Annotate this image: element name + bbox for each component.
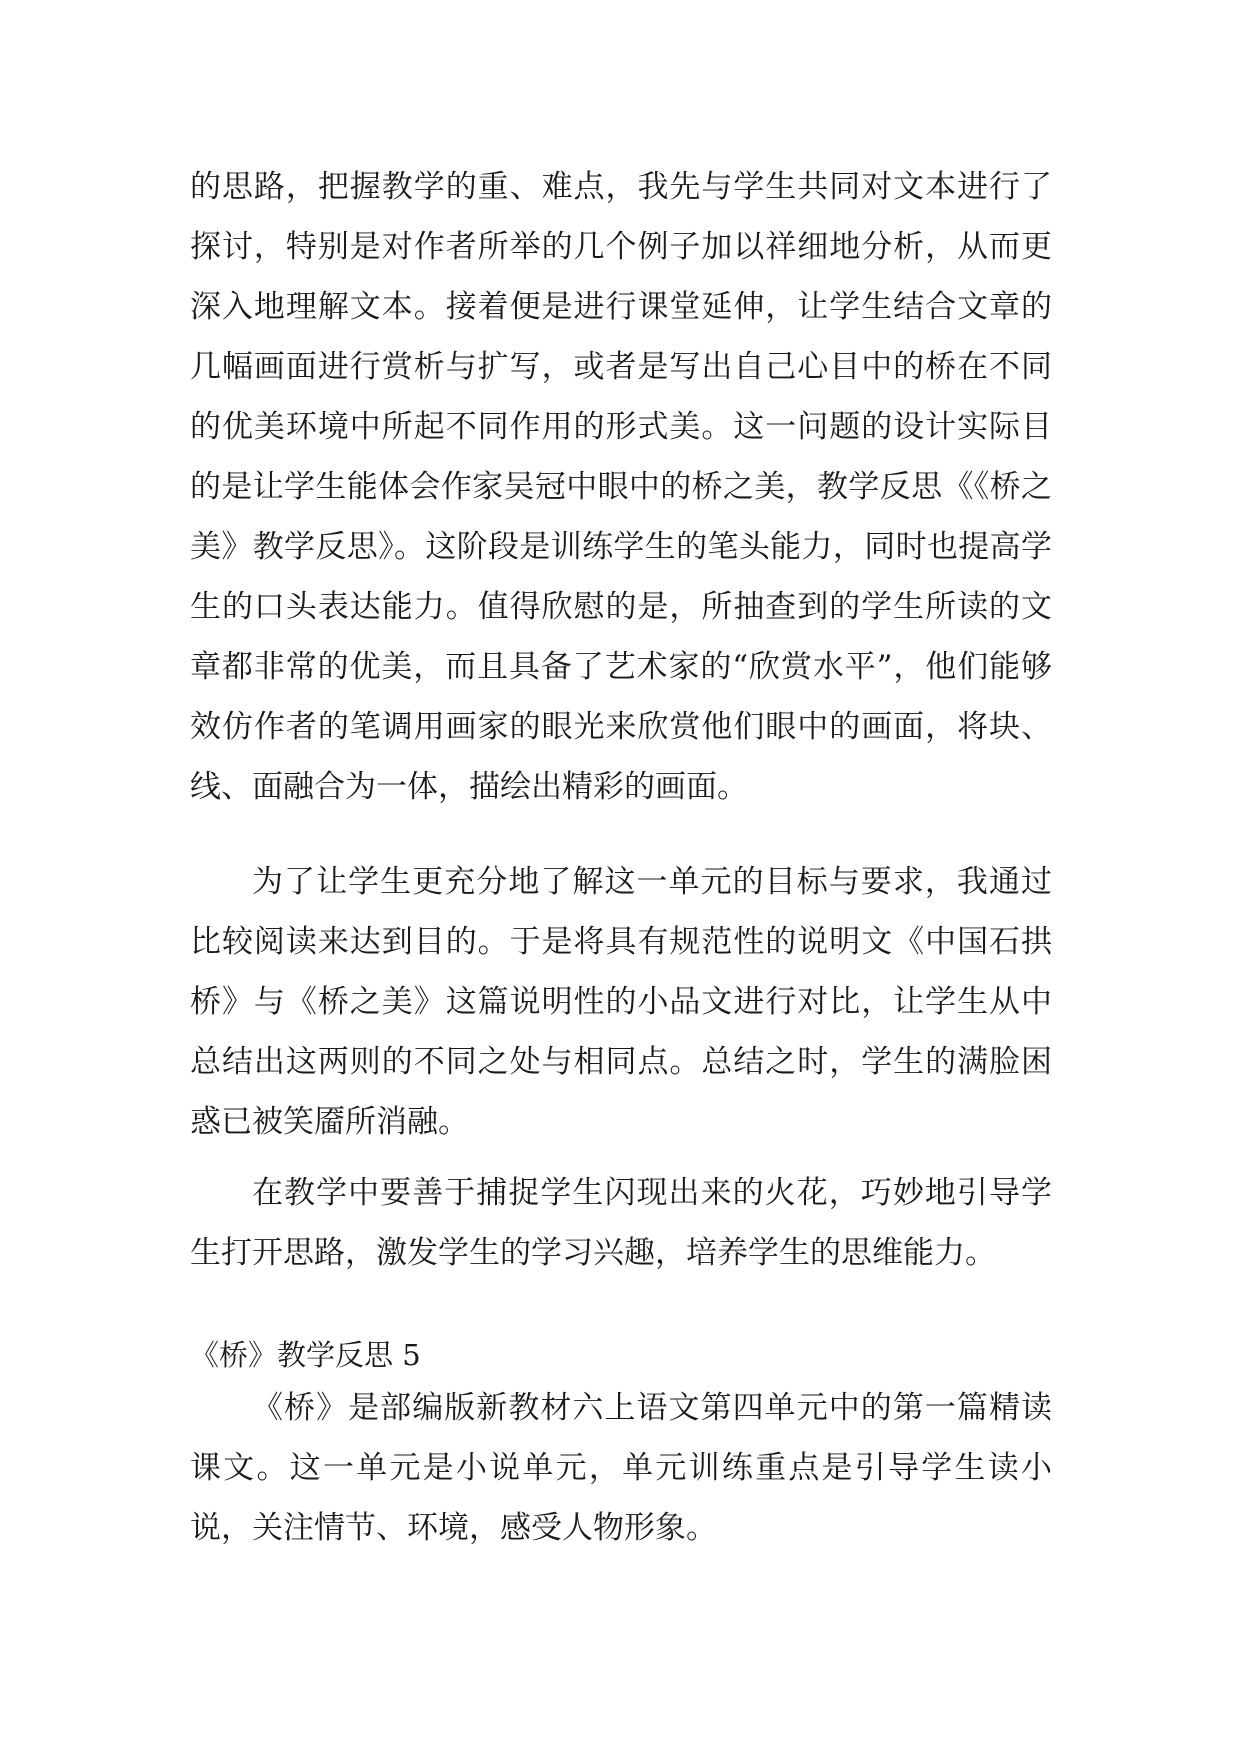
body-paragraph-1: 的思路，把握教学的重、难点，我先与学生共同对文本进行了探讨，特别是对作者所举的几个例子加以祥细地分析，从而更深入地理解文本。接着便是进行课堂延伸，让学生结合文章的几幅画面进行赏析与扩写，或者是写出自己心目中的桥在不同的优美环境中所起不同作用的形式美。这一问题的设计实际目的是让学生能体会作家吴冠中眼中的桥之美，教学反思《《桥之美》教学反思》。这阶段是训练学生的笔头能力，同时也提高学生的口头表达能力。值得欣慰的是，所抽查到的学生所读的文章都非常的优美，而且具备了艺术家的“欣赏水平”，他们能够效仿作者的笔调用画家的眼光来欣赏他们眼中的画面，将块、线、面融合为一体，描绘出精彩的画面。 [190,169,1052,805]
body-paragraph-3: 在教学中要善于捕捉学生闪现出来的火花，巧妙地引导学生打开思路，激发学生的学习兴趣，培养学生的思维能力。 [190,1175,1052,1271]
body-paragraph-2: 为了让学生更充分地了解这一单元的目标与要求，我通过比较阅读来达到目的。于是将具有规范性的说明文《中国石拱桥》与《桥之美》这篇说明性的小品文进行对比，让学生从中总结出这两则的不同之处与相同点。总结之时，学生的满脸困惑已被笑靥所消融。 [190,864,1052,1140]
section-heading: 《桥》教学反思 5 [190,1338,421,1372]
body-paragraph-4: 《桥》是部编版新教材六上语文第四单元中的第一篇精读课文。这一单元是小说单元，单元训练重点是引导学生读小说，关注情节、环境，感受人物形象。 [190,1390,1052,1546]
